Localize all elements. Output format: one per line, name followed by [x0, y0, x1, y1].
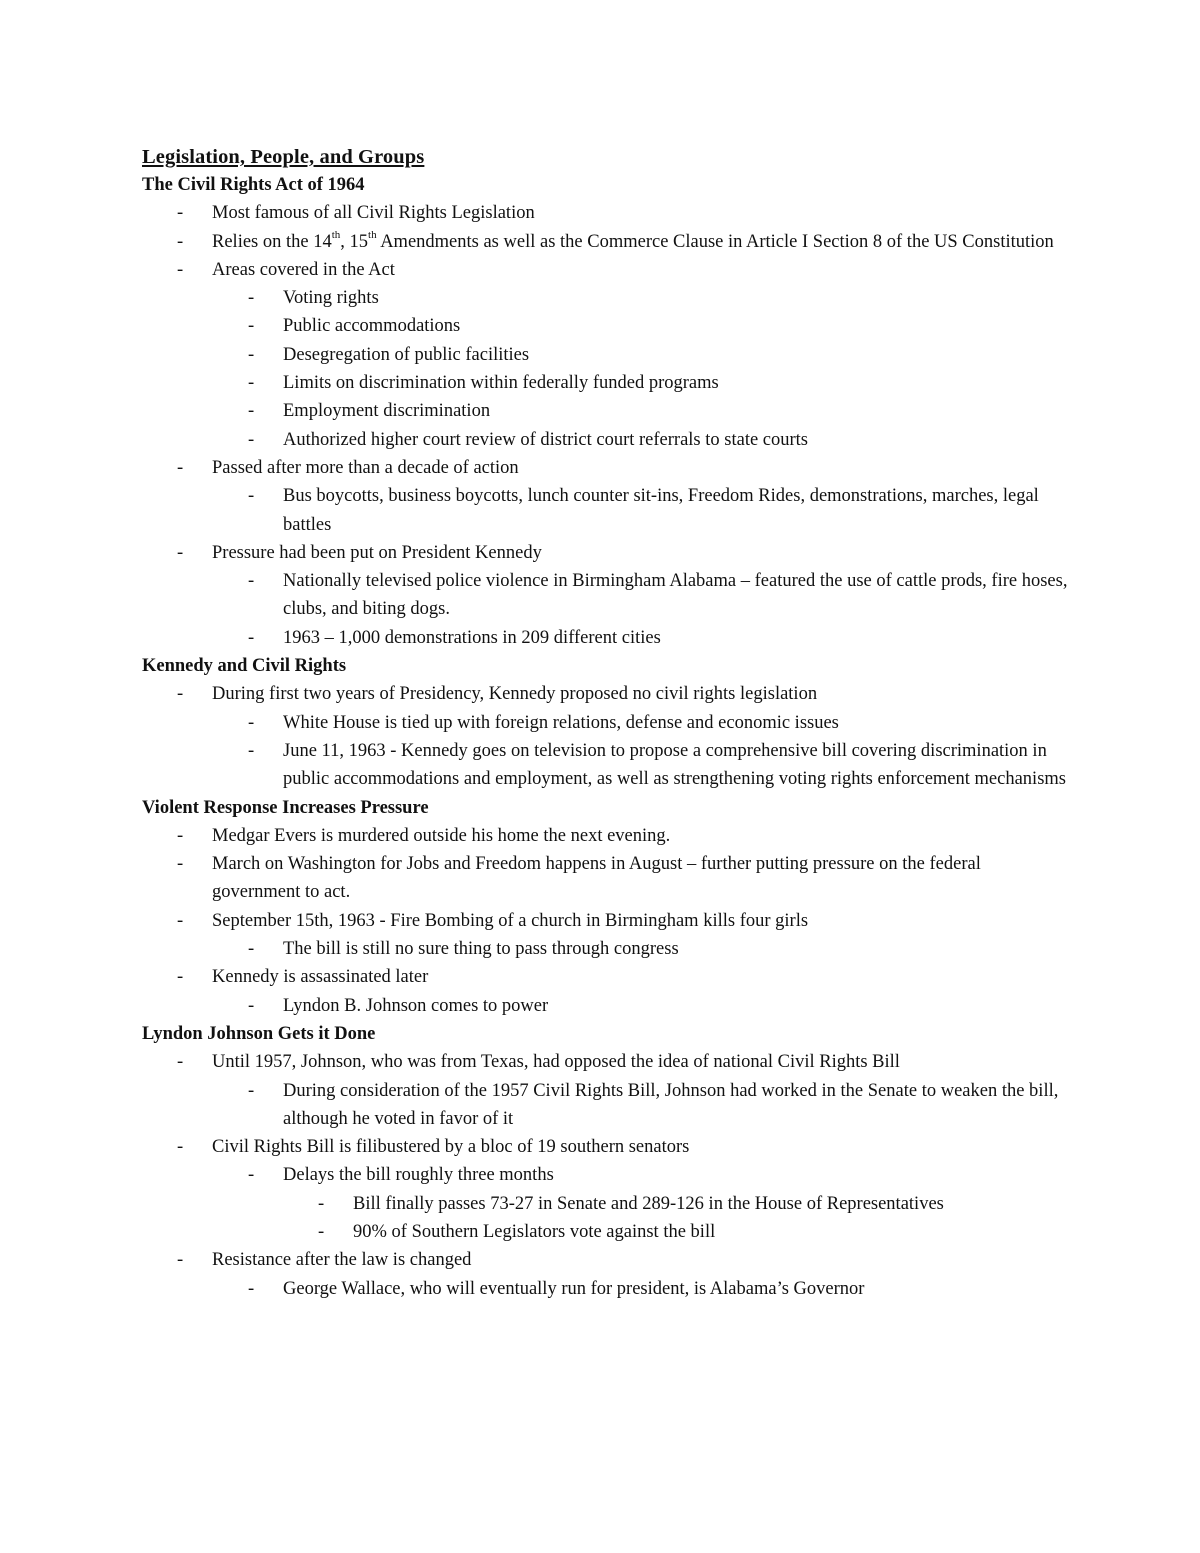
list-item-text: Bill finally passes 73-27 in Senate and 289-126 in the House of Representatives — [353, 1193, 944, 1214]
list-item-text: Desegregation of public facilities — [283, 344, 530, 365]
list-item — [142, 680, 1072, 708]
list-item-text: Passed after more than a decade of action — [212, 457, 519, 478]
list-item-text: George Wallace, who will eventually run for president, is Alabama’s Governor — [283, 1278, 865, 1299]
list-item-text: Pressure had been put on President Kennedy — [212, 542, 542, 563]
list-item-text: Employment discrimination — [283, 401, 491, 422]
list-item-text: Authorized higher court review of district court referrals to state courts — [283, 429, 809, 450]
list-item — [142, 567, 1072, 624]
list-item-text: Limits on discrimination within federally funded programs — [283, 373, 719, 394]
list-item — [142, 822, 1072, 850]
dash-bullet-icon: - — [177, 1137, 184, 1158]
section-heading: The Civil Rights Act of 1964 — [142, 175, 365, 195]
list-item — [142, 992, 1072, 1020]
dash-bullet-icon: - — [177, 1250, 184, 1271]
dash-bullet-icon: - — [248, 288, 255, 309]
superscript: th — [368, 229, 377, 242]
list-item — [142, 369, 1072, 397]
list-item — [142, 935, 1072, 963]
dash-bullet-icon: - — [177, 259, 184, 280]
dash-bullet-icon: - — [248, 1080, 255, 1101]
dash-bullet-icon: - — [318, 1193, 325, 1214]
dash-bullet-icon: - — [248, 740, 255, 761]
list-item-text: Voting rights — [283, 288, 379, 309]
list-item — [142, 199, 1072, 227]
list-item-text: September 15th, 1963 - Fire Bombing of a church in Birmingham kills four girls — [212, 910, 809, 931]
list-item — [142, 737, 1072, 794]
list-item — [142, 1133, 1072, 1161]
list-item-text: Nationally televised police violence in Birmingham Alabama – featured the use of cattle prods, fire hoses, clubs, and biting dogs. — [283, 571, 1068, 620]
dash-bullet-icon: - — [177, 1052, 184, 1073]
dash-bullet-icon: - — [248, 429, 255, 450]
list-item-text: Until 1957, Johnson, who was from Texas, had opposed the idea of national Civil Rights Bill — [212, 1052, 900, 1073]
section — [142, 171, 1072, 652]
document-page — [142, 143, 1072, 1303]
list-item — [142, 341, 1072, 369]
bullet-list — [142, 199, 1072, 652]
dash-bullet-icon: - — [248, 939, 255, 960]
list-item — [142, 1077, 1072, 1134]
list-item — [142, 228, 1072, 256]
bullet-list — [142, 1048, 1072, 1303]
list-item-text: , 15 — [340, 231, 369, 252]
dash-bullet-icon: - — [248, 1278, 255, 1299]
list-item-text: Public accommodations — [283, 316, 461, 337]
list-item — [142, 709, 1072, 737]
list-item — [142, 284, 1072, 312]
list-item — [142, 1161, 1072, 1189]
dash-bullet-icon: - — [318, 1221, 325, 1242]
list-item-text: Amendments as well as the Commerce Clause in Article I Section 8 of the US Constitution — [376, 231, 1054, 252]
document-title: Legislation, People, and Groups — [142, 146, 425, 168]
section-heading: Violent Response Increases Pressure — [142, 797, 429, 818]
list-item-text: Areas covered in the Act — [212, 259, 395, 280]
list-item — [142, 256, 1072, 284]
dash-bullet-icon: - — [177, 684, 184, 705]
dash-bullet-icon: - — [248, 486, 255, 507]
list-item-text: Resistance after the law is changed — [212, 1250, 472, 1271]
dash-bullet-icon: - — [177, 231, 184, 252]
dash-bullet-icon: - — [248, 995, 255, 1016]
dash-bullet-icon: - — [177, 457, 184, 478]
list-item — [142, 1218, 1072, 1246]
section — [142, 794, 1072, 1020]
dash-bullet-icon: - — [248, 316, 255, 337]
document-body — [142, 171, 1072, 1303]
list-item-text: 1963 – 1,000 demonstrations in 209 different cities — [283, 627, 661, 648]
list-item — [142, 624, 1072, 652]
list-item-text: During consideration of the 1957 Civil Rights Bill, Johnson had worked in the Senate to weaken the bill, although he voted in favor of it — [283, 1080, 1059, 1129]
list-item — [142, 850, 1072, 907]
list-item-text: June 11, 1963 - Kennedy goes on television to propose a comprehensive bill covering discrimination in public accommodations and employment, as well as strengthening voting rights enforcement mechanisms — [283, 740, 1066, 790]
list-item — [142, 963, 1072, 991]
list-item — [142, 454, 1072, 482]
dash-bullet-icon: - — [248, 571, 255, 592]
dash-bullet-icon: - — [248, 627, 255, 648]
list-item — [142, 426, 1072, 454]
dash-bullet-icon: - — [177, 854, 184, 875]
list-item-text: Bus boycotts, business boycotts, lunch counter sit-ins, Freedom Rides, demonstrations, marches, legal battles — [283, 486, 1039, 535]
superscript: th — [331, 229, 341, 242]
list-item — [142, 539, 1072, 567]
section — [142, 1020, 1072, 1303]
list-item — [142, 1246, 1072, 1274]
dash-bullet-icon: - — [248, 401, 255, 422]
section-heading: Lyndon Johnson Gets it Done — [142, 1023, 376, 1044]
dash-bullet-icon: - — [248, 344, 255, 365]
list-item-text: Kennedy is assassinated later — [212, 967, 429, 988]
dash-bullet-icon: - — [177, 967, 184, 988]
dash-bullet-icon: - — [177, 910, 184, 931]
list-item-text: 90% of Southern Legislators vote against the bill — [353, 1221, 716, 1242]
list-item — [142, 397, 1072, 425]
list-item-text: Lyndon B. Johnson comes to power — [283, 995, 549, 1016]
list-item-text: Medgar Evers is murdered outside his home the next evening. — [212, 825, 671, 846]
list-item-text: Most famous of all Civil Rights Legislation — [212, 203, 535, 224]
list-item — [142, 1190, 1072, 1218]
section — [142, 652, 1072, 793]
dash-bullet-icon: - — [248, 1165, 255, 1186]
list-item — [142, 482, 1072, 539]
list-item — [142, 312, 1072, 340]
bullet-list — [142, 680, 1072, 793]
bullet-list — [142, 822, 1072, 1020]
list-item — [142, 907, 1072, 935]
list-item-text: Relies on the 14 — [212, 231, 332, 252]
dash-bullet-icon: - — [248, 712, 255, 733]
section-heading: Kennedy and Civil Rights — [142, 656, 347, 677]
list-item-text: White House is tied up with foreign relations, defense and economic issues — [283, 712, 839, 733]
dash-bullet-icon: - — [248, 373, 255, 394]
list-item-text: Civil Rights Bill is filibustered by a bloc of 19 southern senators — [212, 1137, 690, 1158]
dash-bullet-icon: - — [177, 542, 184, 563]
list-item — [142, 1048, 1072, 1076]
list-item-text: The bill is still no sure thing to pass through congress — [283, 939, 679, 960]
list-item-text: March on Washington for Jobs and Freedom happens in August – further putting pressure on the federal government to act. — [212, 854, 981, 903]
list-item — [142, 1275, 1072, 1303]
list-item-text: During first two years of Presidency, Kennedy proposed no civil rights legislation — [212, 684, 818, 705]
dash-bullet-icon: - — [177, 825, 184, 846]
list-item-text: Delays the bill roughly three months — [283, 1165, 554, 1186]
dash-bullet-icon: - — [177, 203, 184, 224]
